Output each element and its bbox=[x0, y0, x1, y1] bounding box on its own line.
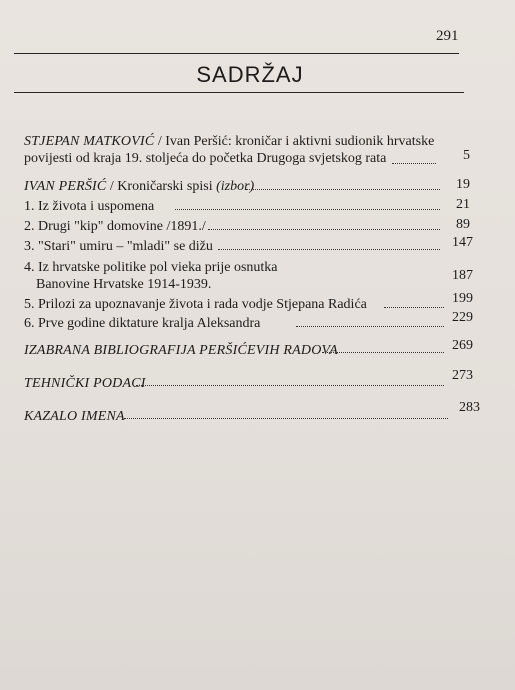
toc-entry-chapter-6: 6. Prve godine diktature kralja Aleksandra bbox=[24, 316, 261, 331]
page-ref: 273 bbox=[452, 368, 473, 383]
page-ref: 283 bbox=[459, 400, 480, 415]
page-ref: 229 bbox=[452, 310, 473, 325]
leader-dots bbox=[208, 227, 440, 230]
page-ref: 21 bbox=[456, 197, 470, 212]
page-ref: 199 bbox=[452, 291, 473, 306]
page-ref: 147 bbox=[452, 235, 473, 250]
leader-dots bbox=[322, 350, 444, 353]
toc-entry-chronicles bbox=[24, 179, 254, 195]
author-name: STJEPAN MATKOVIĆ bbox=[24, 134, 155, 149]
top-rule bbox=[14, 53, 459, 54]
leader-dots bbox=[136, 383, 444, 386]
toc-entry-introduction bbox=[24, 134, 434, 150]
toc-entry-index: KAZALO IMENA bbox=[24, 409, 125, 424]
toc-entry-chapter-5: 5. Prilozi za upoznavanje života i rada vodje Stjepana Radića bbox=[24, 297, 367, 312]
page-ref: 89 bbox=[456, 217, 470, 232]
leader-dots bbox=[246, 187, 440, 190]
toc-entry-chapter-4: 4. Iz hrvatske politike pol vieka prije osnutka bbox=[24, 260, 278, 275]
page-number: 291 bbox=[436, 28, 459, 44]
entry-subtitle: (izbor) bbox=[216, 179, 255, 194]
heading-rule bbox=[14, 92, 464, 93]
page-ref: 269 bbox=[452, 338, 473, 353]
toc-entry-chapter-2: 2. Drugi "kip" domovine /1891./ bbox=[24, 219, 206, 234]
toc-entry-technical-data: TEHNIČKI PODACI bbox=[24, 376, 146, 391]
toc-entry-bibliography: IZABRANA BIBLIOGRAFIJA PERŠIĆEVIH RADOVA bbox=[24, 343, 338, 358]
entry-title: / Kroničarski spisi bbox=[106, 179, 217, 194]
leader-dots bbox=[218, 247, 440, 250]
toc-entry-chapter-1: 1. Iz života i uspomena bbox=[24, 199, 155, 214]
leader-dots bbox=[124, 416, 448, 419]
author-name: IVAN PERŠIĆ bbox=[24, 179, 107, 194]
entry-title-line2: povijesti od kraja 19. stoljeća do početka Drugoga svjetskog rata bbox=[24, 151, 387, 166]
leader-dots bbox=[175, 207, 440, 210]
toc-heading: SADRŽAJ bbox=[196, 62, 304, 87]
page-ref: 5 bbox=[463, 148, 470, 163]
leader-dots bbox=[296, 324, 444, 327]
toc-entry-chapter-3: 3. "Stari" umiru – "mladi" se dižu bbox=[24, 239, 213, 254]
entry-title-line2: Banovine Hrvatske 1914-1939. bbox=[36, 277, 212, 292]
page-ref: 187 bbox=[452, 268, 473, 283]
entry-title-line1: / Ivan Peršić: kroničar i aktivni sudionik hrvatske bbox=[154, 134, 435, 149]
page-ref: 19 bbox=[456, 177, 470, 192]
